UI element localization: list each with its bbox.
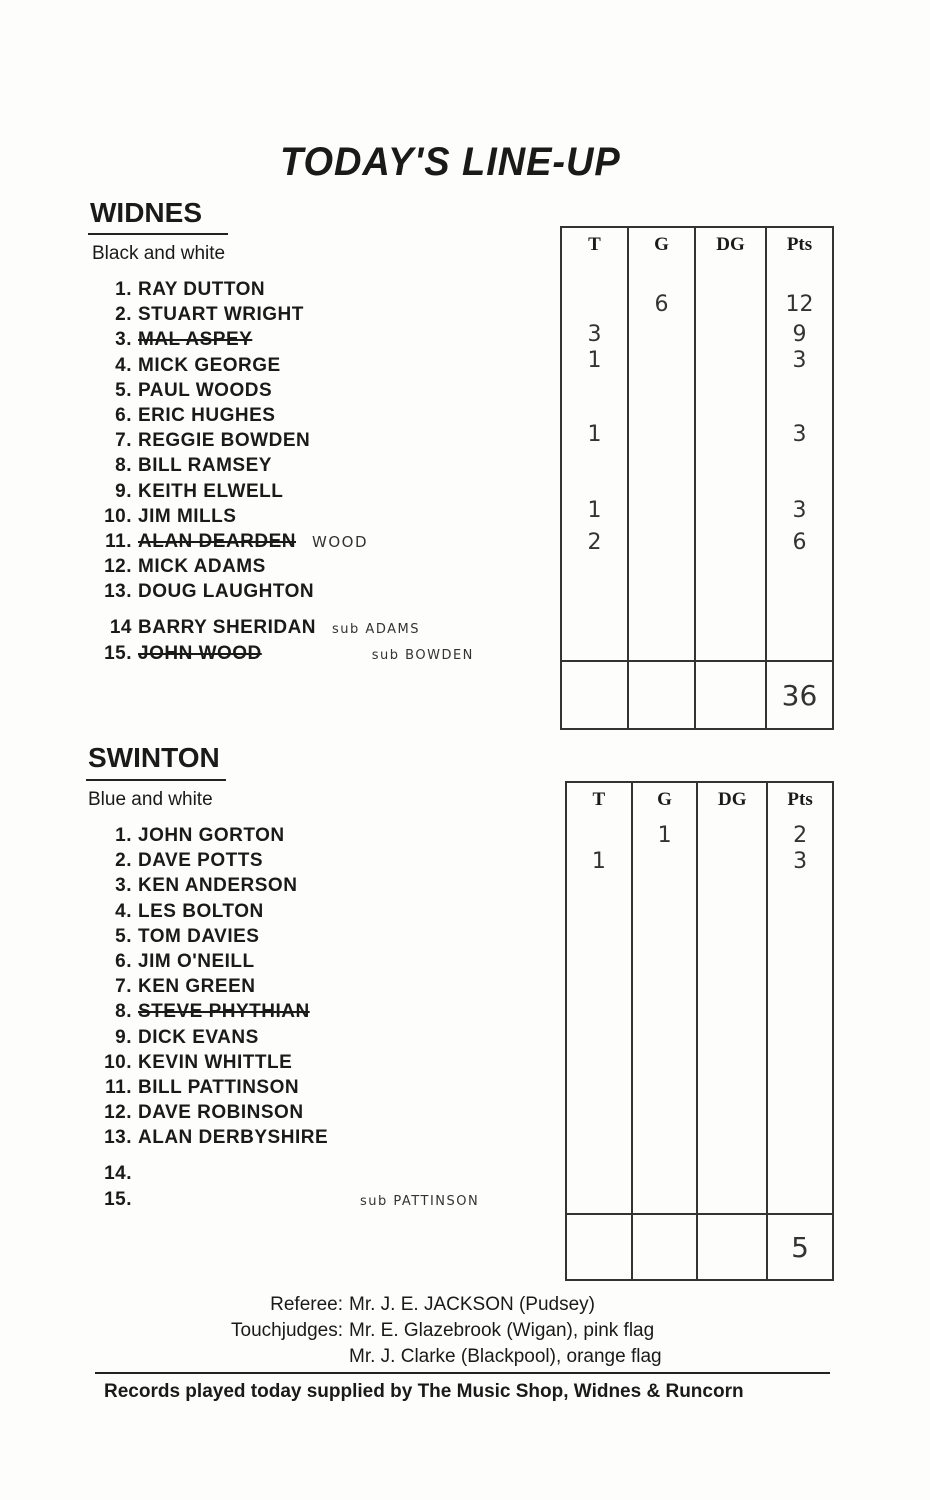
player-row: 15. sub PATTINSON xyxy=(104,1188,480,1210)
footer-divider xyxy=(95,1372,830,1374)
player-row: 4. MICK GEORGE xyxy=(115,354,281,376)
header-tries: T xyxy=(561,227,628,262)
struck-player-name: STEVE PHYTHIAN xyxy=(138,1001,310,1023)
player-row: 5. PAUL WOODS xyxy=(115,379,273,401)
touchjudge-row xyxy=(205,1318,662,1344)
handwritten-note: WOOD xyxy=(312,532,368,551)
widnes-total-points: 36 xyxy=(766,661,833,729)
struck-player-name: ALAN DEARDEN xyxy=(138,530,296,552)
touchjudge-1: Mr. E. Glazebrook (Wigan), pink flag xyxy=(349,1320,655,1341)
drop-goals-column xyxy=(695,262,766,661)
touchjudges-label: Touchjudges: xyxy=(231,1320,343,1341)
header-drop-goals: DG xyxy=(697,782,767,817)
player-row: 10. JIM MILLS xyxy=(104,505,237,527)
player-row: 13. DOUG LAUGHTON xyxy=(104,581,315,603)
player-row: 14 BARRY SHERIDAN sub ADAMS xyxy=(109,617,420,639)
player-row: 12. MICK ADAMS xyxy=(104,556,266,578)
player-row: 9. KEITH ELWELL xyxy=(115,480,284,502)
page-title: TODAY'S LINE-UP xyxy=(280,140,621,184)
points-column: 2 3 xyxy=(767,817,833,1214)
touchjudge-2: Mr. J. Clarke (Blackpool), orange flag xyxy=(349,1346,662,1367)
player-row: 2. DAVE POTTS xyxy=(115,850,263,872)
points-column: 12 9 3 3 3 6 xyxy=(766,262,833,661)
referee-label: Referee: xyxy=(270,1294,343,1315)
player-row: 13. ALAN DERBYSHIRE xyxy=(104,1127,329,1149)
widnes-team-name: WIDNES xyxy=(90,197,202,228)
player-row: 5. TOM DAVIES xyxy=(115,925,260,947)
player-row: 3. KEN ANDERSON xyxy=(115,875,298,897)
swinton-total-points: 5 xyxy=(767,1214,833,1280)
swinton-score-table xyxy=(565,781,834,1281)
touchjudge-row xyxy=(205,1344,662,1370)
player-row: 4. LES BOLTON xyxy=(115,900,264,922)
handwritten-note: sub BOWDEN xyxy=(371,647,474,663)
footer-note: Records played today supplied by The Music Shop, Widnes & Runcorn xyxy=(104,1381,744,1402)
player-row: 3. MAL ASPEY xyxy=(115,329,253,351)
widnes-score-table xyxy=(560,226,834,730)
officials-block xyxy=(205,1292,662,1370)
player-row: 10. KEVIN WHITTLE xyxy=(104,1051,293,1073)
struck-player-name: MAL ASPEY xyxy=(138,329,253,351)
widnes-underline xyxy=(88,233,228,235)
swinton-underline xyxy=(86,779,226,781)
player-row: 14. xyxy=(104,1163,132,1185)
player-row: 6. JIM O'NEILL xyxy=(115,950,255,972)
player-row: 11. BILL PATTINSON xyxy=(105,1076,300,1098)
tries-column: 3 1 1 1 2 xyxy=(561,262,628,661)
widnes-player-list xyxy=(98,277,474,666)
referee-name: Mr. J. E. JACKSON (Pudsey) xyxy=(349,1294,595,1315)
swinton-team-name: SWINTON xyxy=(88,742,220,773)
player-row: 2. STUART WRIGHT xyxy=(115,304,304,326)
handwritten-note: sub PATTINSON xyxy=(360,1193,480,1209)
goals-column: 6 xyxy=(628,262,695,661)
referee-row xyxy=(205,1292,662,1318)
drop-goals-column xyxy=(697,817,767,1214)
player-row: 1. JOHN GORTON xyxy=(115,825,285,846)
player-row: 1. RAY DUTTON xyxy=(115,279,266,300)
swinton-colors: Blue and white xyxy=(88,789,213,810)
tries-column: 1 xyxy=(566,817,632,1214)
struck-player-name: JOHN WOOD xyxy=(138,642,262,664)
header-points: Pts xyxy=(767,782,833,817)
header-goals: G xyxy=(632,782,698,817)
player-row: 7. KEN GREEN xyxy=(115,976,256,998)
header-drop-goals: DG xyxy=(695,227,766,262)
player-row: 8. BILL RAMSEY xyxy=(115,455,272,477)
player-row: 12. DAVE ROBINSON xyxy=(104,1102,304,1124)
widnes-colors: Black and white xyxy=(92,243,226,264)
player-row: 7. REGGIE BOWDEN xyxy=(115,430,311,452)
player-row: 9. DICK EVANS xyxy=(115,1026,259,1048)
player-row: 6. ERIC HUGHES xyxy=(115,404,276,426)
goals-column: 1 xyxy=(632,817,698,1214)
header-goals: G xyxy=(628,227,695,262)
player-row: 11. ALAN DEARDEN WOOD xyxy=(105,530,368,552)
header-tries: T xyxy=(566,782,632,817)
swinton-player-list xyxy=(98,823,479,1212)
header-points: Pts xyxy=(766,227,833,262)
player-row: 8. STEVE PHYTHIAN xyxy=(115,1001,310,1023)
handwritten-note: sub ADAMS xyxy=(332,622,420,638)
player-row: 15. JOHN WOOD sub BOWDEN xyxy=(104,642,474,664)
